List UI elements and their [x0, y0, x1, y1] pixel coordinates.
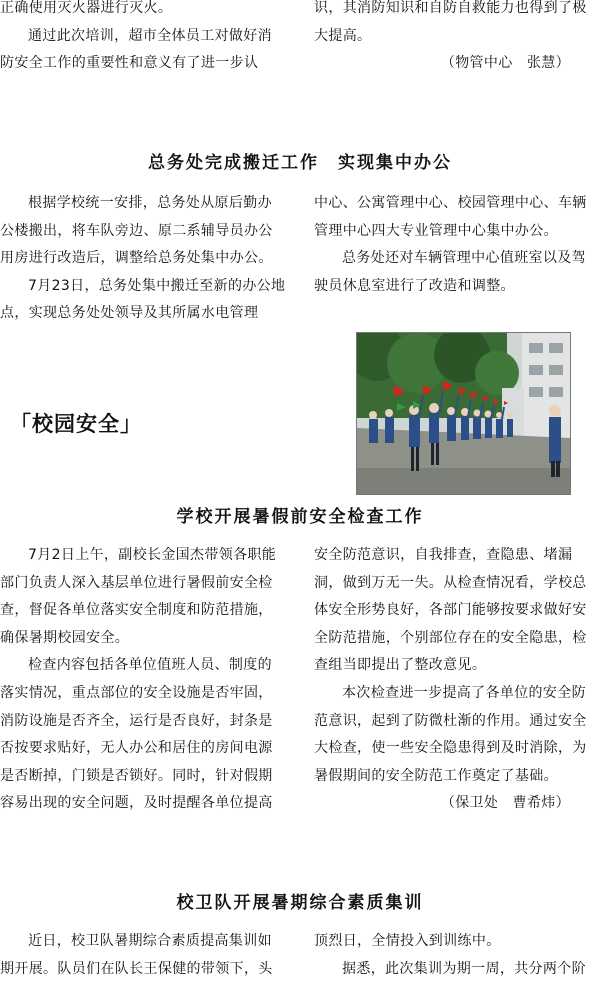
paragraph: 近日，校卫队暑期综合素质提高集训如期开展。队员们在队长王保健的带领下，头	[0, 933, 273, 977]
section-label: 「校园安全」	[10, 411, 142, 436]
article1-left-column	[0, 190, 286, 328]
article-title: 校卫队开展暑期综合素质集训	[176, 893, 424, 913]
paragraph: 通过此次培训，超市全体员工对做好消防安全工作的重要性和意义有了进一步认	[0, 27, 272, 72]
author-signature: （保卫处 曹希炜）	[440, 795, 570, 812]
top-left-column	[0, 0, 286, 78]
paragraph: 根据学校统一安排，总务处从原后勤办公楼搬出，将车队旁边、原二系辅导员办公用房进行改造后，调整给总务处集中办公。	[0, 195, 273, 267]
article1-right-column	[314, 190, 600, 300]
article-title: 总务处完成搬迁工作 实现集中办公	[148, 153, 452, 173]
article3-left-column	[0, 928, 286, 983]
paragraph: 据悉，此次集训为期一周，共分两个阶	[342, 960, 586, 977]
author-signature: （物管中心 张慧）	[440, 55, 570, 72]
security-drill-photo	[356, 332, 571, 495]
paragraph: 安全防范意识，自我排查，查隐患、堵漏洞，做到万无一失。从检查情况看，学校总体安全形势良好，各部门能够按要求做好安全防范措施，个别部位存在的安全隐患，检查组当即提出了整改意见。	[314, 547, 587, 674]
paragraph: 7月2日上午，副校长金国杰带领各职能部门负责人深入基层单位进行暑假前安全检查，督促各单位落实安全制度和防范措施，确保暑期校园安全。	[0, 547, 277, 646]
paragraph: 本次检查进一步提高了各单位的安全防范意识，起到了防微杜渐的作用。通过安全大检查，使一些安全隐患得到及时消除，为暑假期间的安全防范工作奠定了基础。	[314, 684, 587, 784]
photo-illustration	[357, 333, 570, 494]
paragraph: 正确使用灭火器进行灭火。	[0, 0, 173, 16]
paragraph: 检查内容包括各单位值班人员、制度的落实情况，重点部位的安全设施是否牢固，消防设施是否齐全，运行是否良好，封条是否按要求贴好，无人办公和居住的房间电源是否断掉，门锁是否锁好。同时，针对假期容易出现的安全问题，及时提醒各单位提高	[0, 657, 273, 812]
top-right-column	[314, 0, 600, 78]
article-title: 学校开展暑假前安全检查工作	[176, 507, 424, 527]
paragraph: 顶烈日，全情投入到训练中。	[314, 933, 501, 949]
article2-left-column	[0, 542, 286, 818]
paragraph: 中心、公寓管理中心、校园管理中心、车辆管理中心四大专业管理中心集中办公。	[314, 195, 587, 239]
article3-right-column	[314, 928, 600, 983]
paragraph: 7月23日，总务处集中搬迁至新的办公地点，实现总务处处领导及其所属水电管理	[0, 277, 286, 322]
paragraph: 识，其消防知识和自防自救能力也得到了极大提高。	[314, 0, 587, 44]
paragraph: 总务处还对车辆管理中心值班室以及驾驶员休息室进行了改造和调整。	[314, 250, 586, 294]
article2-right-column	[314, 542, 600, 818]
